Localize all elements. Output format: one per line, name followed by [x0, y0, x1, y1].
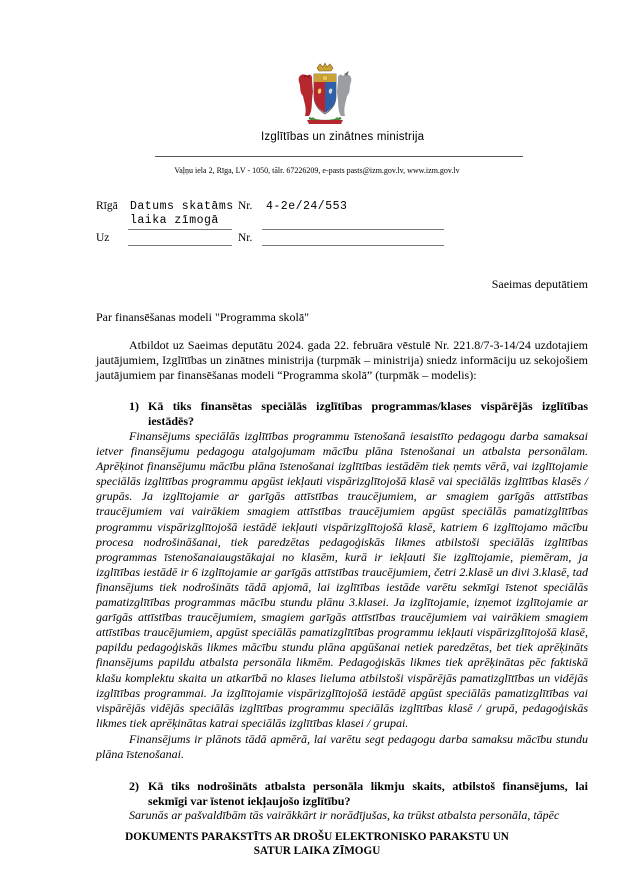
answer-2-paragraph-1: Sarunās ar pašvaldībām tās vairākkārt ir norādījušas, ka trūkst atbalsta personāla, tāpēc [129, 808, 560, 822]
date-line-2: laika zīmogā [130, 214, 219, 227]
number-underline [262, 229, 444, 230]
question-text: Kā tiks finansētas speciālās izglītības programmas/klases vispārējās izglītības iestādēs? [148, 399, 588, 428]
nr2-underline [262, 245, 444, 246]
uz-label: Uz [96, 232, 110, 244]
header-divider [155, 156, 523, 157]
question-number: 2) [129, 779, 139, 793]
lion-supporter-icon [299, 74, 313, 116]
nr-label: Nr. [238, 200, 253, 212]
question-number: 1) [129, 399, 139, 413]
coat-of-arms-logo [295, 62, 355, 124]
recipient: Saeimas deputātiem [491, 277, 588, 291]
answer-1-paragraph-2: Finansējums ir plānots tādā apmērā, lai varētu segt pedagogu darba samaksu mācību stundu plāna īstenošanai. [96, 732, 588, 762]
answer-1-paragraph-1: Finansējums speciālās izglītības programmu īstenošanā iesaistīto pedagogu darba samaksai ietver finansējumu pedagogu atalgojumam mācību plāna īstenošanai un atbalsta personālam. Aprēķinot finansējumu mācību plāna īstenošanai izglītības iestādēm tiek ņemts vērā, vai izglītojamie speciālās izglītības programmu apgūst iekļauti vispārizglītojošā klasē vai speciālās izglītības klasēs / grupās. Ja izglītojamie ar garīgās attīstības traucējumiem, ar smagiem garīgās attīstības traucējumiem vai vairākiem smagiem attīstības traucējumiem apgūst speciālās pamatizglītības programmu vispārizglītojošā iestādē iekļauti vispārizglītojošā klasē, katriem 6 izglītojamo mācību procesa nodrošināšanai, tiek paredzētas pedagoģiskās likmes atbilstoši speciālās izglītības programmas īstenošanaiaugstākajai no klasēm, kurā ir iekļauti šie izglītojamie, piemēram, ja izglītības iestādē ir 6 izglītojamie ar garīgās attīstības traucējumiem, četri 2.klasē un divi 3.klasē, tad finansējums tiek nodrošināts tādā apjomā, lai izglītības iestāde varētu sekmīgi īstenot speciālās pamatizglītības programmas mācību stundu plānu 3.klasei. Ja izglītojamie, izņemot izglītojamie ar garīgās attīstības traucējumiem, smagiem garīgās attīstības traucējumiem vai vairākiem smagiem attīstības traucējumiem, apgūst speciālās pamatizglītības programmu iekļauti vispārizglītojošā klasē, papildu pedagoģiskās likmes mācību stundu plāna apgūšanai netiek paredzētas, bet tiek aprēķināts finansējums papildu atbalsta personāla likmēm. Pedagoģiskās likmes tiek aprēķinātas pēc faktiskā klašu komplektu skaita un atkarībā no klases lieluma atbilstoši vispārējās pamatizglītības un vidējās izglītības programmai. Ja izglītojamie vispārizglītojošā iestādē apgūst speciālās pamatizglītības vai vispārējās vidējās speciālās izglītības programmu speciālās izglītības klasē / grupā, pedagoģiskās likmes tiek aprēķinātas katrai speciālās izglītības klasei / grupai. [96, 429, 588, 730]
nr2-label: Nr. [238, 232, 253, 244]
question-1 [129, 399, 588, 429]
registration-number: 4-2e/24/553 [266, 200, 348, 213]
crown-icon [317, 63, 333, 71]
shield-icon [314, 74, 336, 114]
place-label: Rīgā [96, 200, 118, 212]
date-underline [128, 229, 232, 230]
question-text: Kā tiks nodrošināts atbalsta personāla likmju skaits, atbilstoš finansējums, lai sekmīgi var īstenot iekļaujošo izglītību? [148, 779, 588, 808]
subject-line: Par finansēšanas modeli "Programma skolā" [96, 310, 310, 324]
griffin-supporter-icon [337, 71, 351, 116]
date-line-1: Datums skatāms [130, 200, 234, 213]
question-2 [129, 779, 588, 809]
signature-notice [0, 830, 634, 858]
intro-paragraph: Atbildot uz Saeimas deputātu 2024. gada 22. februāra vēstulē Nr. 221.8/7-3-14/24 uzdotajiem jautājumiem, Izglītības un zinātnes ministrija (turpmāk – ministrija) sniedz informāciju uz sekojošiem jautājumiem par finansēšanas modeli “Programma skolā” (turpmāk – modelis): [96, 338, 588, 383]
signature-notice-line-2: SATUR LAIKA ZĪMOGU [253, 845, 381, 857]
uz-underline [128, 245, 232, 246]
date-field [130, 200, 234, 228]
signature-notice-line-1: DOKUMENTS PARAKSTĪTS AR DROŠU ELEKTRONISKO PARAKSTU UN [125, 831, 509, 843]
ministry-name: Izglītības un zinātnes ministrija [261, 131, 425, 143]
ministry-address: Vaļņu iela 2, Rīga, LV - 1050, tālr. 67226209, e-pasts pasts@izm.gov.lv, www.izm.gov.lv [174, 166, 460, 175]
ribbon-icon [307, 120, 343, 124]
